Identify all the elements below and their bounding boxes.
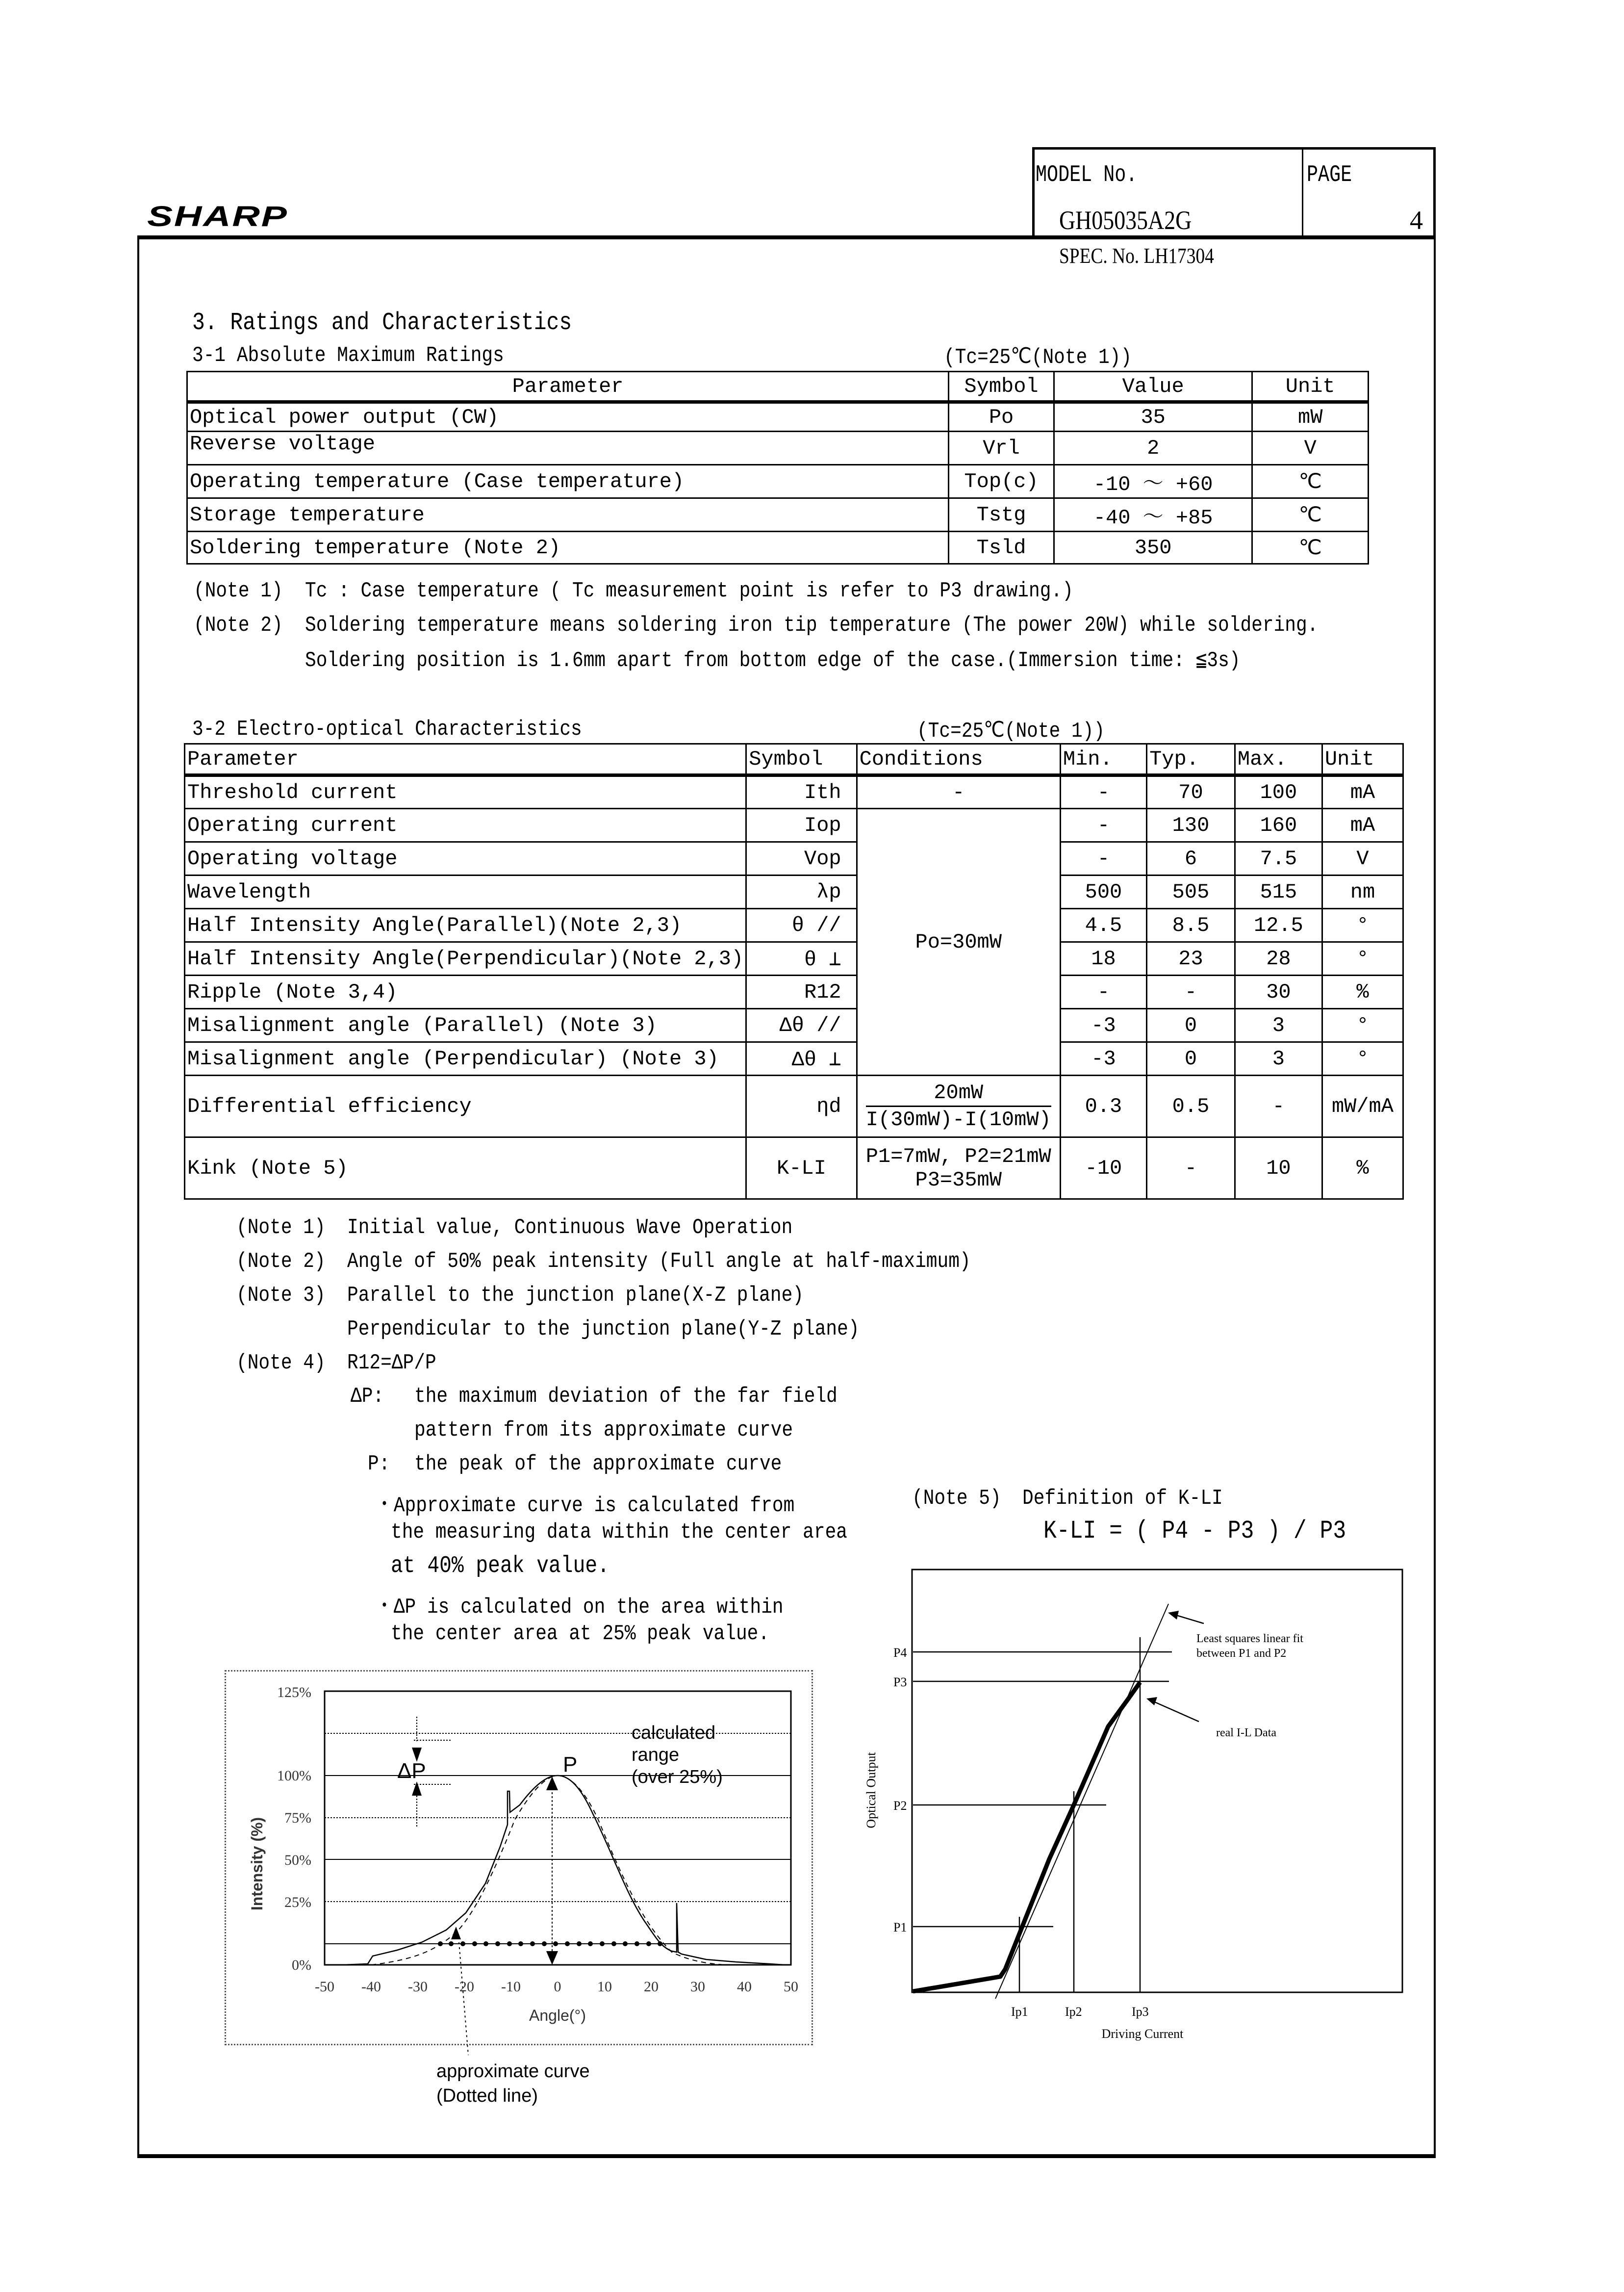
svg-text:-20: -20	[455, 1979, 474, 1995]
symbol: K-LI	[746, 1137, 857, 1199]
fraction-denominator: I(30mW)-I(10mW)	[865, 1108, 1051, 1132]
y-axis-label: Intensity (%)	[248, 1817, 266, 1911]
note-label: (Note 1)	[236, 1215, 326, 1240]
svg-text:range: range	[632, 1745, 680, 1765]
symbol: Iop	[746, 809, 857, 842]
symbol: R12	[746, 976, 857, 1009]
unit: V	[1252, 432, 1369, 465]
dp-line1: the maximum deviation of the far field	[414, 1384, 837, 1409]
min: -	[1060, 809, 1146, 842]
unit: mA	[1322, 809, 1403, 842]
typ: 70	[1147, 775, 1235, 809]
abs-max-table	[186, 371, 1369, 565]
symbol: θ ⊥	[746, 942, 857, 976]
typ: -	[1147, 976, 1235, 1009]
y-tick-p3: P3	[893, 1675, 907, 1689]
electro-optical-table	[184, 743, 1404, 1200]
abs-max-condition: (Tc=25℃(Note 1))	[944, 345, 1132, 370]
parameter: Operating voltage	[185, 842, 746, 876]
unit: °	[1322, 1009, 1403, 1042]
svg-text:-30: -30	[408, 1979, 428, 1995]
svg-text:-10: -10	[501, 1979, 521, 1995]
table-row	[185, 942, 1403, 976]
note-text: R12=ΔP/P	[347, 1351, 436, 1375]
p-text: the peak of the approximate curve	[414, 1452, 782, 1476]
col-symbol: Symbol	[746, 744, 857, 775]
unit: V	[1322, 842, 1403, 876]
note-text: Perpendicular to the junction plane(Y-Z plane)	[347, 1317, 860, 1341]
bullet1-line3: at 40% peak value.	[391, 1553, 609, 1579]
typ: 0.5	[1147, 1076, 1235, 1137]
max: 12.5	[1235, 909, 1322, 942]
dp-line2: pattern from its approximate curve	[414, 1418, 793, 1442]
y-tick-p1: P1	[893, 1920, 907, 1934]
parameter: Operating temperature (Case temperature)	[187, 465, 949, 498]
unit: °	[1322, 909, 1403, 942]
value: 35	[1054, 402, 1252, 432]
parameter: Wavelength	[185, 876, 746, 909]
unit: ℃	[1252, 498, 1369, 532]
page-label: PAGE	[1307, 162, 1352, 188]
typ: 505	[1147, 876, 1235, 909]
section-title: 3. Ratings and Characteristics	[192, 309, 572, 337]
sharp-logo: SHARP	[147, 201, 288, 232]
calc-range-label: calculated	[632, 1723, 716, 1743]
page-number: 4	[1410, 206, 1423, 235]
note-label: (Note 2)	[236, 1249, 326, 1274]
max: 10	[1235, 1137, 1322, 1199]
parameter: Misalignment angle (Perpendicular) (Note 3)	[185, 1042, 746, 1076]
col-min: Min.	[1060, 744, 1146, 775]
value: -40 〜 +85	[1054, 498, 1252, 532]
min: -10	[1060, 1137, 1146, 1199]
col-max: Max.	[1235, 744, 1322, 775]
max: 30	[1235, 976, 1322, 1009]
table-header-row	[187, 372, 1369, 402]
typ: 0	[1147, 1009, 1235, 1042]
table-row	[185, 976, 1403, 1009]
unit: %	[1322, 1137, 1403, 1199]
table-row	[185, 842, 1403, 876]
svg-text:0: 0	[554, 1979, 561, 1995]
kli-chart	[853, 1560, 1407, 2075]
col-parameter: Parameter	[185, 744, 746, 775]
note5-label: (Note 5)	[912, 1486, 1001, 1511]
svg-text:10: 10	[597, 1979, 612, 1995]
symbol: Vop	[746, 842, 857, 876]
note-text: Initial value, Continuous Wave Operation	[347, 1215, 793, 1240]
min: 4.5	[1060, 909, 1146, 942]
note-text: Tc : Case temperature ( Tc measurement point is refer to P3 drawing.)	[305, 579, 1073, 603]
typ: 8.5	[1147, 909, 1235, 942]
value: 2	[1054, 432, 1252, 465]
parameter: Differential efficiency	[185, 1076, 746, 1137]
symbol: Vrl	[949, 432, 1054, 465]
bullet2-line2: the center area at 25% peak value.	[391, 1622, 770, 1646]
y-tick: 50%	[284, 1852, 311, 1868]
table-row	[187, 498, 1369, 532]
max: 7.5	[1235, 842, 1322, 876]
y-tick-p2: P2	[893, 1799, 907, 1813]
conditions-shared: Po=30mW	[857, 809, 1060, 1076]
parameter: Optical power output (CW)	[187, 402, 949, 432]
conditions-line2: P3=35mW	[915, 1168, 1002, 1192]
delta-p-label: ΔP	[397, 1759, 426, 1783]
max: 160	[1235, 809, 1322, 842]
parameter: Half Intensity Angle(Parallel)(Note 2,3)	[185, 909, 746, 942]
conditions-line1: P1=7mW, P2=21mW	[865, 1144, 1051, 1168]
header-divider	[1302, 147, 1303, 237]
y-tick-p4: P4	[893, 1646, 907, 1660]
y-tick: 125%	[277, 1684, 311, 1700]
col-conditions: Conditions	[857, 744, 1060, 775]
svg-text:40: 40	[737, 1979, 752, 1995]
unit: °	[1322, 942, 1403, 976]
bullet1-line1: ・Approximate curve is calculated from	[375, 1494, 795, 1518]
max: 100	[1235, 775, 1322, 809]
svg-text:30: 30	[690, 1979, 705, 1995]
fit-annotation: Least squares linear fit	[1196, 1632, 1303, 1645]
typ: 6	[1147, 842, 1235, 876]
table-row	[185, 876, 1403, 909]
min: -	[1060, 775, 1146, 809]
col-symbol: Symbol	[949, 372, 1054, 402]
parameter: Ripple (Note 3,4)	[185, 976, 746, 1009]
min: 0.3	[1060, 1076, 1146, 1137]
min: 500	[1060, 876, 1146, 909]
svg-text:50: 50	[784, 1979, 798, 1995]
symbol: Ith	[746, 775, 857, 809]
x-axis-label: Angle(°)	[529, 2007, 586, 2024]
note-text: Parallel to the junction plane(X-Z plane)	[347, 1283, 804, 1308]
model-number: GH05035A2G	[1059, 206, 1192, 235]
note-label: (Note 1)	[194, 579, 283, 603]
parameter: Soldering temperature (Note 2)	[187, 532, 949, 564]
parameter: Operating current	[185, 809, 746, 842]
svg-text:20: 20	[644, 1979, 659, 1995]
symbol: Top(c)	[949, 465, 1054, 498]
bullet2-line1: ・ΔP is calculated on the area within	[375, 1595, 784, 1620]
col-parameter: Parameter	[187, 372, 949, 402]
unit: °	[1322, 1042, 1403, 1076]
parameter: Threshold current	[185, 775, 746, 809]
max: -	[1235, 1076, 1322, 1137]
value: -10 〜 +60	[1054, 465, 1252, 498]
unit: nm	[1322, 876, 1403, 909]
note-text: Soldering temperature means soldering iron tip temperature (The power 20W) while soldering.	[305, 613, 1319, 638]
unit: ℃	[1252, 465, 1369, 498]
parameter: Storage temperature	[187, 498, 949, 532]
min: -	[1060, 842, 1146, 876]
svg-text:between P1 and P2: between P1 and P2	[1196, 1647, 1287, 1660]
symbol: Po	[949, 402, 1054, 432]
x-tick-ip1: Ip1	[1011, 2005, 1028, 2019]
table-row	[185, 909, 1403, 942]
max: 515	[1235, 876, 1322, 909]
conditions: -	[857, 775, 1060, 809]
il-data-annotation: real I-L Data	[1216, 1726, 1277, 1739]
x-tick-ip2: Ip2	[1065, 2005, 1082, 2019]
table-row	[185, 1042, 1403, 1076]
bullet1-line2: the measuring data within the center area	[391, 1520, 848, 1545]
col-typ: Typ.	[1147, 744, 1235, 775]
svg-text:(Dotted line): (Dotted line)	[436, 2086, 538, 2106]
symbol: Δθ //	[746, 1009, 857, 1042]
min: -3	[1060, 1042, 1146, 1076]
model-label: MODEL No.	[1036, 162, 1138, 188]
note-label: (Note 3)	[236, 1283, 326, 1308]
y-tick: 100%	[277, 1768, 311, 1784]
symbol: λp	[746, 876, 857, 909]
y-axis-label: Optical Output	[864, 1752, 878, 1828]
typ: 23	[1147, 942, 1235, 976]
conditions-fraction	[857, 1076, 1060, 1137]
electro-optical-condition: (Tc=25℃(Note 1))	[917, 719, 1105, 744]
table-row	[185, 1009, 1403, 1042]
table-row	[187, 532, 1369, 564]
table-header-row	[185, 744, 1403, 775]
max: 3	[1235, 1042, 1322, 1076]
min: -3	[1060, 1009, 1146, 1042]
symbol: Tsld	[949, 532, 1054, 564]
far-field-chart	[221, 1658, 824, 2129]
typ: -	[1147, 1137, 1235, 1199]
dp-label: ΔP:	[351, 1384, 384, 1409]
table-row	[185, 809, 1403, 842]
peak-label: P	[563, 1752, 578, 1777]
y-tick: 75%	[284, 1810, 311, 1826]
unit: %	[1322, 976, 1403, 1009]
symbol: Δθ ⊥	[746, 1042, 857, 1076]
symbol: ηd	[746, 1076, 857, 1137]
max: 28	[1235, 942, 1322, 976]
approx-curve-label: approximate curve	[436, 2061, 590, 2082]
fraction-numerator: 20mW	[866, 1080, 1051, 1107]
typ: 0	[1147, 1042, 1235, 1076]
table-row	[187, 402, 1369, 432]
unit: mW	[1252, 402, 1369, 432]
table-row	[185, 1076, 1403, 1137]
conditions	[857, 1137, 1060, 1199]
parameter: Reverse voltage	[187, 432, 949, 465]
note-label: (Note 2)	[194, 613, 283, 638]
p-label: P:	[368, 1452, 390, 1476]
kli-formula: K-LI = ( P4 - P3 ) / P3	[1043, 1517, 1346, 1545]
svg-text:(over 25%): (over 25%)	[632, 1767, 723, 1787]
table-row	[187, 432, 1369, 465]
unit: mA	[1322, 775, 1403, 809]
note-text: Angle of 50% peak intensity (Full angle at half-maximum)	[347, 1249, 971, 1274]
svg-text:-40: -40	[361, 1979, 381, 1995]
x-axis-label: Driving Current	[1101, 2027, 1184, 2041]
parameter: Kink (Note 5)	[185, 1137, 746, 1199]
symbol: Tstg	[949, 498, 1054, 532]
min: -	[1060, 976, 1146, 1009]
col-unit: Unit	[1322, 744, 1403, 775]
unit: mW/mA	[1322, 1076, 1403, 1137]
note-text: Soldering position is 1.6mm apart from bottom edge of the case.(Immersion time: ≦3s)	[305, 648, 1241, 673]
table-row	[185, 1137, 1403, 1199]
max: 3	[1235, 1009, 1322, 1042]
electro-optical-title: 3-2 Electro-optical Characteristics	[192, 717, 582, 742]
parameter: Half Intensity Angle(Perpendicular)(Note 2,3)	[185, 942, 746, 976]
min: 18	[1060, 942, 1146, 976]
x-tick-ip3: Ip3	[1132, 2005, 1149, 2019]
col-value: Value	[1054, 372, 1252, 402]
col-unit: Unit	[1252, 372, 1369, 402]
note5-title: Definition of K-LI	[1022, 1486, 1223, 1511]
table-row	[187, 465, 1369, 498]
note-label: (Note 4)	[236, 1351, 326, 1375]
unit: ℃	[1252, 532, 1369, 564]
parameter: Misalignment angle (Parallel) (Note 3)	[185, 1009, 746, 1042]
typ: 130	[1147, 809, 1235, 842]
abs-max-title: 3-1 Absolute Maximum Ratings	[192, 343, 504, 368]
y-tick: 25%	[284, 1894, 311, 1910]
svg-text:-50: -50	[315, 1979, 334, 1995]
y-tick: 0%	[292, 1957, 311, 1973]
value: 350	[1054, 532, 1252, 564]
symbol: θ //	[746, 909, 857, 942]
table-row	[185, 775, 1403, 809]
spec-number: SPEC. No. LH17304	[1059, 244, 1214, 268]
